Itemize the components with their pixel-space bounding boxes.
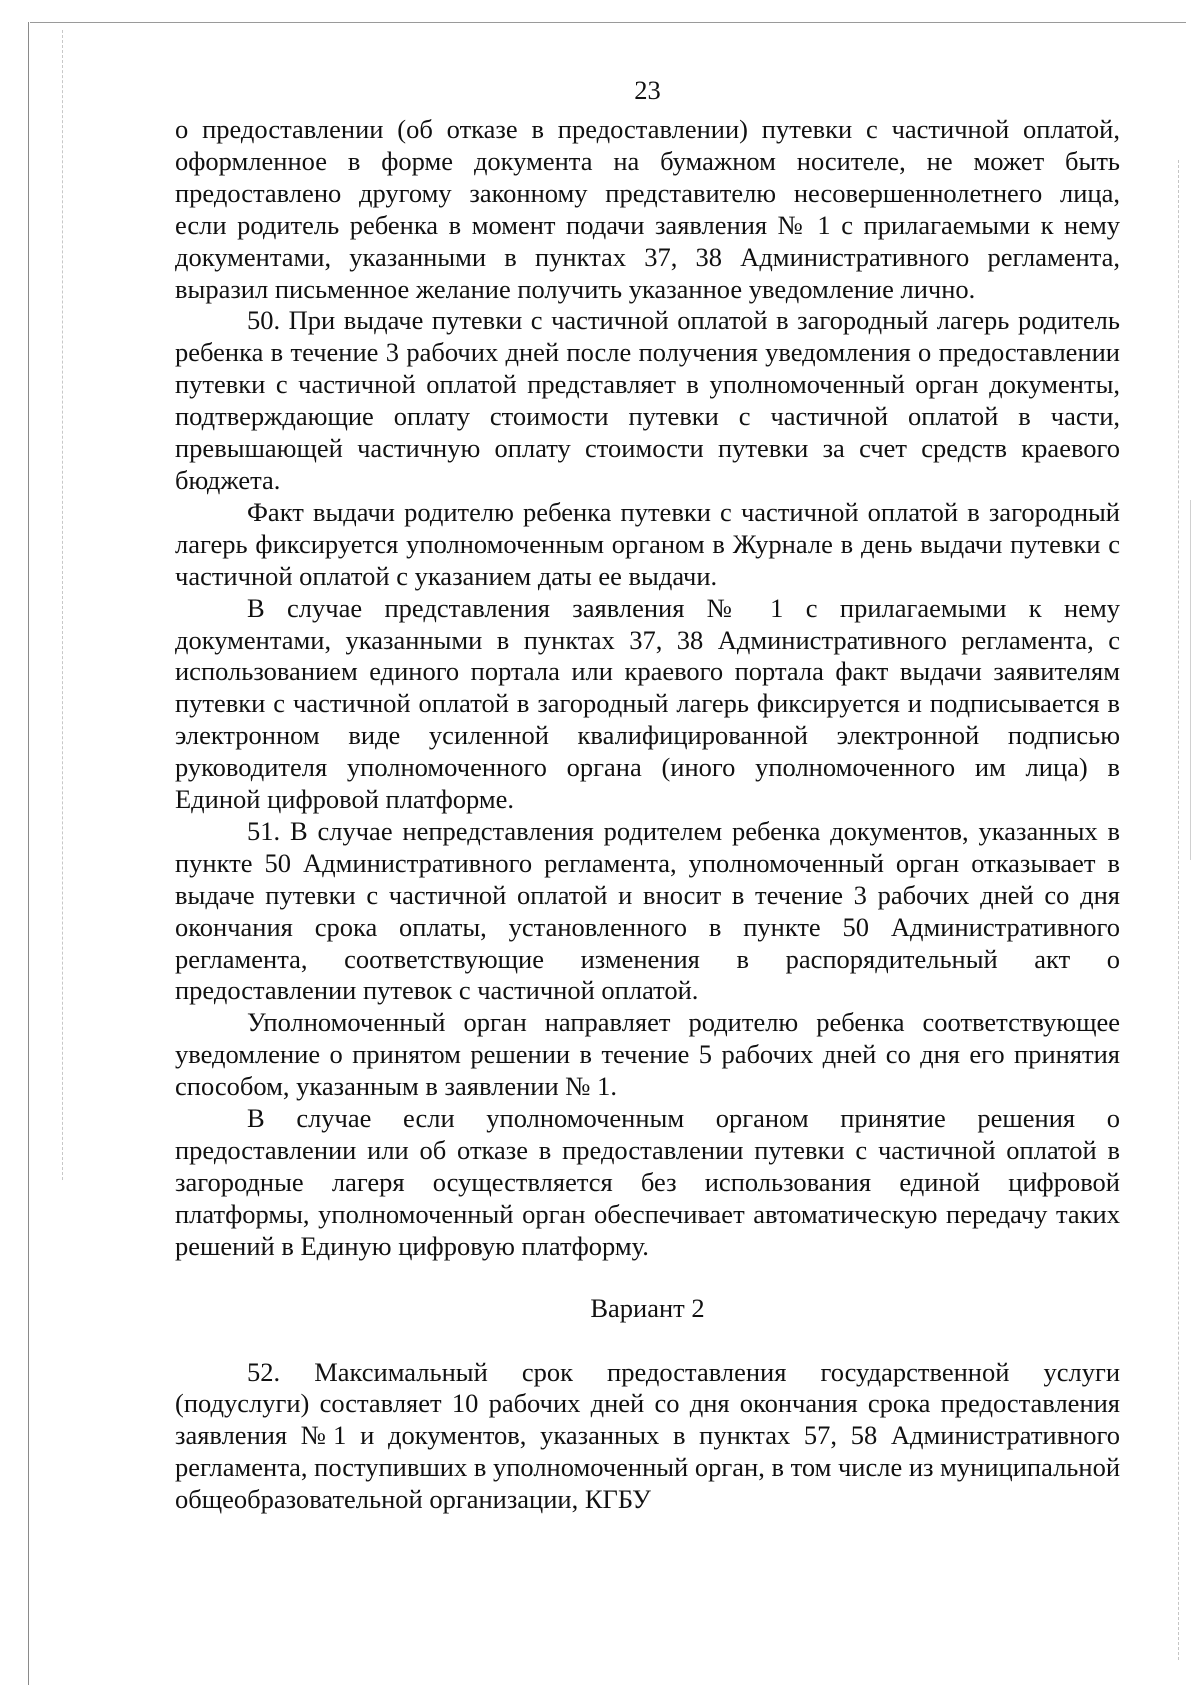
paragraph: 50. При выдаче путевки с частичной оплатой в загородный лагерь родитель ребенка в течение 3 рабочих дней после получения уведомления о предоставлении путевки с частичной оплатой представляет в уполномоченный орган документы, подтверждающие оплату стоимости путевки с частичной оплатой в части, превышающей частичную оплату стоимости путевки за счет средств краевого бюджета.	[175, 305, 1120, 495]
paragraph: В случае представления заявления № 1 с прилагаемыми к нему документами, указанными в пунктах 37, 38 Административного регламента, с использованием единого портала или краевого портала факт выдачи заявителям путевки с частичной оплатой в загородный лагерь фиксируется и подписывается в электронном виде усиленной квалифицированной электронной подписью руководителя уполномоченного органа (иного уполномоченного им лица) в Единой цифровой платформе.	[175, 592, 1120, 815]
paragraphs-bottom	[175, 1357, 1120, 1517]
paragraph: о предоставлении (об отказе в предоставлении) путевки с частичной оплатой, оформленное в форме документа на бумажном носителе, не может быть предоставлено другому законному представителю несовершеннолетнего лица, если родитель ребенка в момент подачи заявления № 1 с прилагаемыми к нему документами, указанными в пунктах 37, 38 Административного регламента, выразил письменное желание получить указанное уведомление лично.	[175, 114, 1120, 304]
scan-artifact-left	[62, 30, 63, 1180]
page-number: 23	[634, 75, 661, 105]
section-heading: Вариант 2	[590, 1292, 705, 1323]
paragraph: 51. В случае непредставления родителем ребенка документов, указанных в пункте 50 Административного регламента, уполномоченный орган отказывает в выдаче путевки с частичной оплатой и вносит в течение 3 рабочих дней со дня окончания срока оплаты, установленного в пункте 50 Административного регламента, соответствующие изменения в распорядительный акт о предоставлении путевок с частичной оплатой.	[175, 815, 1120, 1006]
scan-edge-top	[30, 22, 1186, 23]
paragraph: 52. Максимальный срок предоставления государственной услуги (подуслуги) составляет 10 рабочих дней со дня окончания срока предоставления заявления №1 и документов, указанных в пунктах 57, 58 Административного регламента, поступивших в уполномоченный орган, в том числе из муниципальной общеобразовательной организации, КГБУ	[175, 1356, 1120, 1515]
scan-edge-left	[28, 22, 29, 1685]
paragraph: В случае если уполномоченным органом принятие решения о предоставлении или об отказе в предоставлении путевки с частичной оплатой в загородные лагеря осуществляется без использования единой цифровой платформы, уполномоченный орган обеспечивает автоматическую передачу таких решений в Единую цифровую платформу.	[175, 1103, 1120, 1261]
paragraphs-top	[175, 114, 1120, 1263]
scan-artifact-right-2	[1190, 500, 1191, 860]
paragraph: Уполномоченный орган направляет родителю ребенка соответствующее уведомление о принятом решении в течение 5 рабочих дней со дня его принятия способом, указанным в заявлении № 1.	[175, 1007, 1120, 1102]
paragraph: Факт выдачи родителю ребенка путевки с частичной оплатой в загородный лагерь фиксируется уполномоченным органом в Журнале в день выдачи путевки с частичной оплатой с указанием даты ее выдачи.	[175, 496, 1120, 591]
scan-artifact-right	[1178, 160, 1179, 1660]
document-body	[175, 70, 1120, 1516]
